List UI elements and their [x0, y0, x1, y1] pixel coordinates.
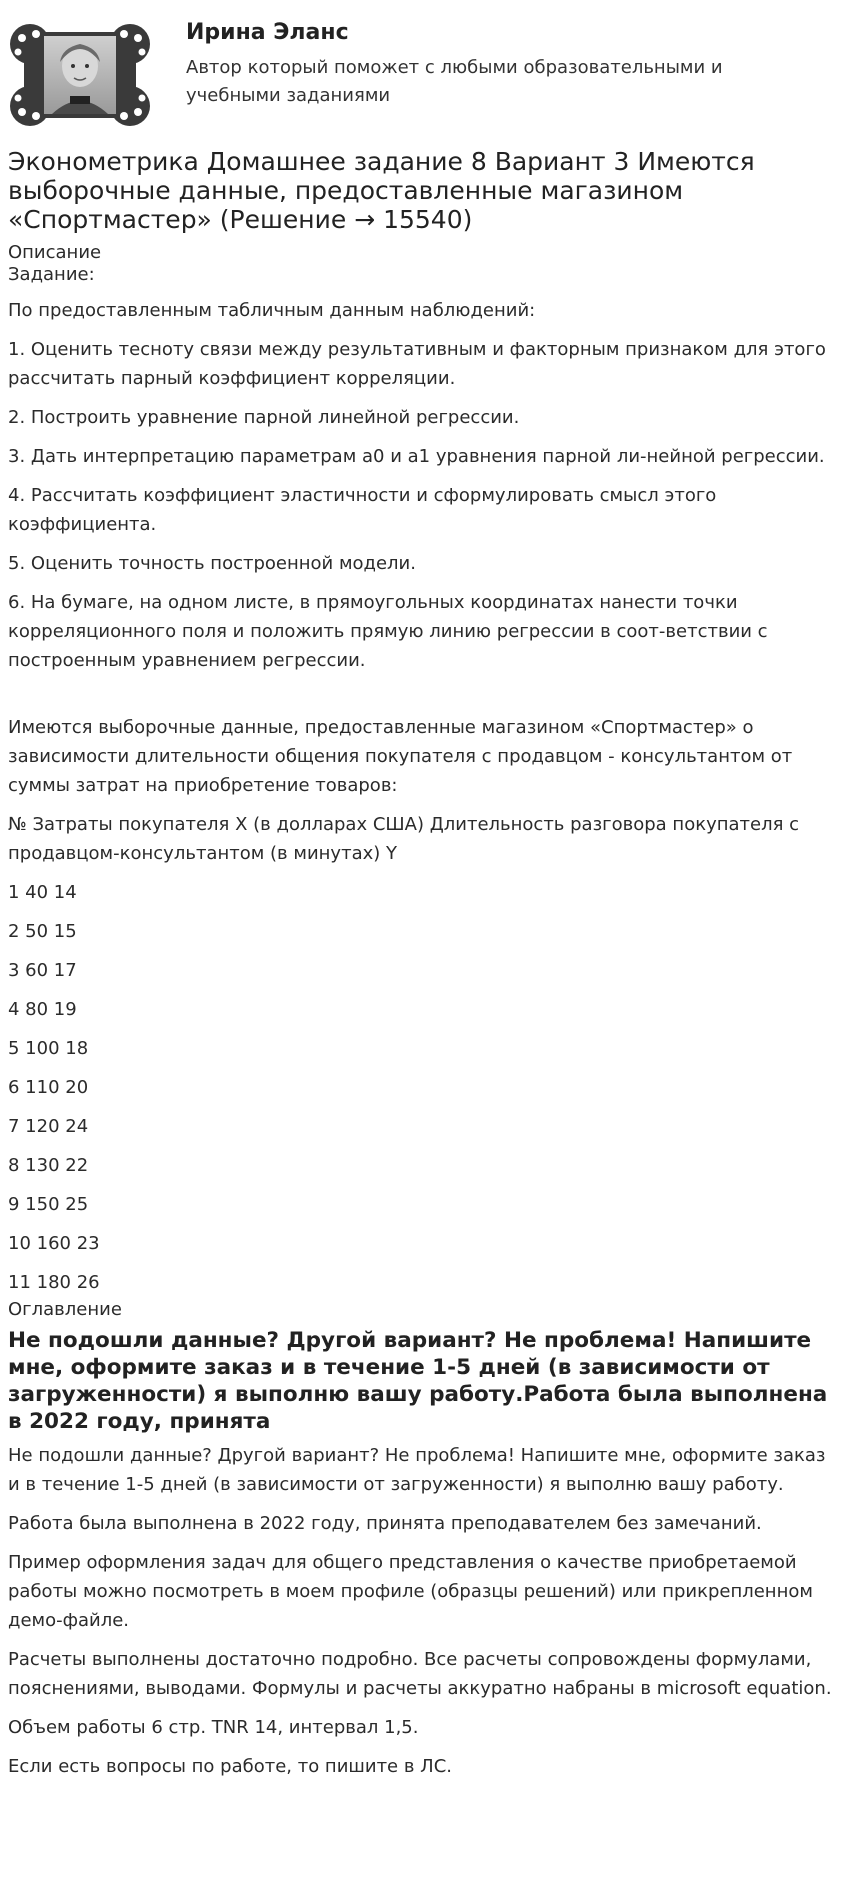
task-item: 3. Дать интерпретацию параметрам a0 и a1 уравнения парной ли-нейной регрессии.: [8, 446, 825, 467]
closing-paragraph: Не подошли данные? Другой вариант? Не проблема! Напишите мне, оформите заказ и в течение 1-5 дней (в зависимости от загруженности) я выполню вашу работу.: [8, 1445, 826, 1495]
table-row: 4 80 19: [8, 999, 77, 1020]
table-row: 5 100 18: [8, 1038, 89, 1059]
main-content: [8, 147, 840, 1791]
closing-paragraph: Если есть вопросы по работе, то пишите в ЛС.: [8, 1756, 453, 1777]
task-item: 6. На бумаге, на одном листе, в прямоугольных координатах нанести точки корреляционного поля и положить прямую линию регрессии в соот-ветствии с построенным уравнением регрессии.: [8, 592, 768, 671]
table-row: 10 160 23: [8, 1233, 100, 1254]
cta-heading: Не подошли данные? Другой вариант? Не проблема! Напишите мне, оформите заказ и в течение 1-5 дней (в зависимости от загруженности) я выполню вашу работу.Работа была выполнена в 2022 году, принята: [8, 1328, 828, 1434]
table-header-text: № Затраты покупателя X (в долларах США) Длительность разговора покупателя с продавцом-консультантом (в минутах) Y: [8, 814, 800, 864]
toc-label: Оглавление: [8, 1299, 122, 1320]
task-item: 4. Рассчитать коэффициент эластичности и сформулировать смысл этого коэффициента.: [8, 485, 717, 535]
data-intro-text: Имеются выборочные данные, предоставленные магазином «Спортмастер» о зависимости длительности общения покупателя с продавцом - консультантом от суммы затрат на приобретение товаров:: [8, 717, 793, 796]
page-title: Эконометрика Домашнее задание 8 Вариант 3 Имеются выборочные данные, предоставленные магазином «Спортмастер» (Решение → 15540): [8, 147, 755, 234]
task-item: 5. Оценить точность построенной модели.: [8, 553, 416, 574]
table-row: 8 130 22: [8, 1155, 89, 1176]
task-item: 1. Оценить тесноту связи между результативным и факторным признаком для этого рассчитать парный коэффициент корреляции.: [8, 339, 826, 389]
table-row: 3 60 17: [8, 960, 77, 981]
author-description: Автор который поможет с любыми образовательными и учебными заданиями: [186, 57, 723, 106]
table-row: 6 110 20: [8, 1077, 89, 1098]
author-name[interactable]: Ирина Эланс: [186, 20, 349, 45]
closing-paragraph: Расчеты выполнены достаточно подробно. Все расчеты сопровождены формулами, пояснениями, выводами. Формулы и расчеты аккуратно набраны в microsoft equation.: [8, 1649, 832, 1699]
author-block: [8, 8, 838, 128]
table-row: 9 150 25: [8, 1194, 89, 1215]
closing-paragraph: Объем работы 6 стр. TNR 14, интервал 1,5.: [8, 1717, 419, 1738]
table-row: 7 120 24: [8, 1116, 89, 1137]
table-row: 2 50 15: [8, 921, 77, 942]
author-avatar[interactable]: [8, 22, 152, 127]
closing-paragraph: Пример оформления задач для общего представления о качестве приобретаемой работы можно посмотреть в моем профиле (образцы решений) или прикрепленном демо-файле.: [8, 1552, 813, 1631]
intro-text: По предоставленным табличным данным наблюдений:: [8, 300, 536, 321]
task-item: 2. Построить уравнение парной линейной регрессии.: [8, 407, 520, 428]
description-label: Описание: [8, 242, 102, 263]
spacer: [8, 685, 840, 713]
task-label: Задание:: [8, 264, 95, 285]
closing-paragraph: Работа была выполнена в 2022 году, принята преподавателем без замечаний.: [8, 1513, 762, 1534]
table-row: 11 180 26: [8, 1272, 100, 1293]
table-row: 1 40 14: [8, 882, 77, 903]
